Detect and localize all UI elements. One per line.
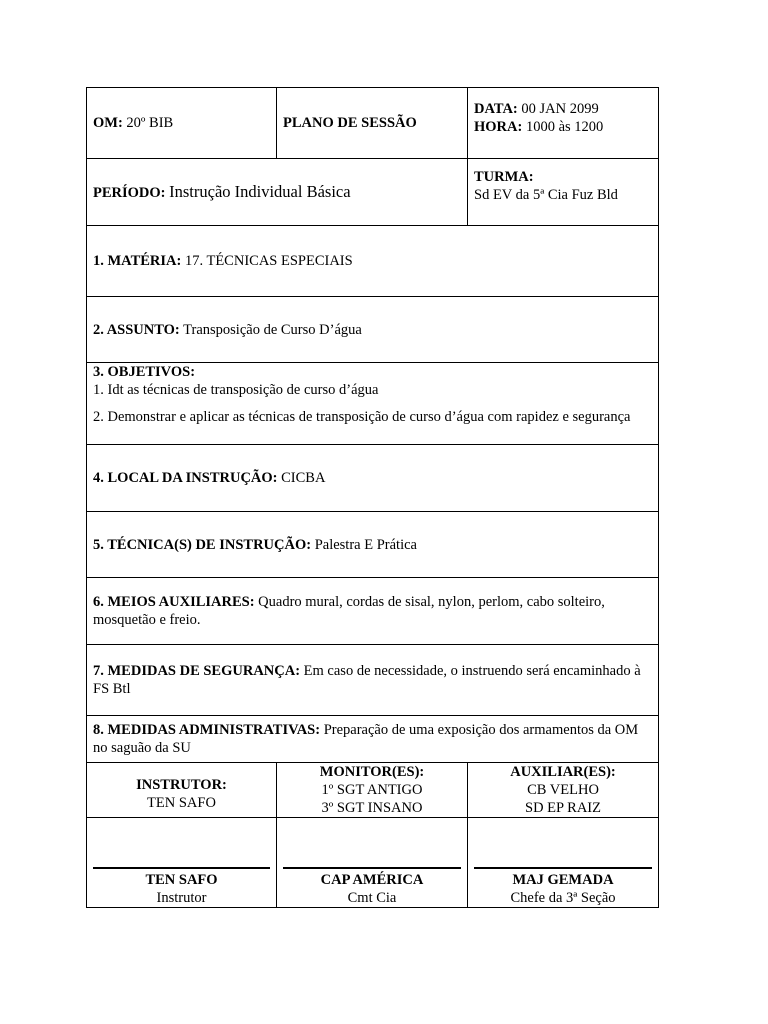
signature-line bbox=[283, 867, 461, 869]
header-row bbox=[87, 88, 659, 159]
periodo-cell bbox=[87, 159, 468, 226]
turma-cell bbox=[468, 159, 659, 226]
administrativas-label: 8. MEDIDAS ADMINISTRATIVAS: bbox=[93, 722, 321, 738]
signature-block-2 bbox=[277, 818, 468, 908]
materia-value: 17. TÉCNICAS ESPECIAIS bbox=[184, 253, 353, 269]
data-value: 00 JAN 2099 bbox=[521, 101, 599, 117]
monitor-cell bbox=[277, 763, 468, 818]
date-time-cell bbox=[468, 88, 659, 159]
auxiliar-value-1: CB VELHO bbox=[527, 782, 599, 798]
hora-label: HORA: bbox=[474, 119, 523, 135]
instrutor-label: INSTRUTOR: bbox=[136, 776, 227, 793]
objetivo-item-2: 2. Demonstrar e aplicar as técnicas de transposição de curso d’água com rapidez e segurança bbox=[93, 409, 631, 425]
seguranca-label: 7. MEDIDAS DE SEGURANÇA: bbox=[93, 663, 301, 679]
meios-label: 6. MEIOS AUXILIARES: bbox=[93, 594, 255, 610]
turma-label: TURMA: bbox=[474, 169, 534, 185]
signature-row bbox=[87, 818, 659, 908]
meios-cell bbox=[87, 578, 659, 645]
om-cell bbox=[87, 88, 277, 159]
staff-row bbox=[87, 763, 659, 818]
signature-block-3 bbox=[468, 818, 659, 908]
assunto-cell bbox=[87, 297, 659, 363]
local-cell bbox=[87, 445, 659, 512]
administrativas-cell bbox=[87, 716, 659, 763]
periodo-label: PERÍODO: bbox=[93, 184, 166, 201]
materia-row bbox=[87, 226, 659, 297]
seguranca-row bbox=[87, 645, 659, 716]
objetivo-item-1: 1. Idt as técnicas de transposição de curso d’água bbox=[93, 382, 379, 398]
objetivos-label: 3. OBJETIVOS: bbox=[93, 364, 196, 380]
turma-value: Sd EV da 5ª Cia Fuz Bld bbox=[474, 187, 618, 203]
instrutor-value: TEN SAFO bbox=[147, 794, 216, 811]
signature-line bbox=[474, 867, 652, 869]
session-plan-table bbox=[86, 87, 659, 908]
signature-name-2: CAP AMÉRICA bbox=[320, 872, 424, 888]
signature-role-2: Cmt Cia bbox=[347, 890, 397, 906]
assunto-value: Transposição de Curso D’água bbox=[183, 321, 362, 338]
periodo-value: Instrução Individual Básica bbox=[169, 181, 351, 201]
om-label: OM: bbox=[93, 115, 123, 131]
data-label: DATA: bbox=[474, 101, 518, 117]
tecnica-label: 5. TÉCNICA(S) DE INSTRUÇÃO: bbox=[93, 536, 312, 553]
om-value: 20º BIB bbox=[126, 115, 174, 131]
monitor-value-1: 1º SGT ANTIGO bbox=[321, 782, 423, 798]
materia-cell bbox=[87, 226, 659, 297]
local-row bbox=[87, 445, 659, 512]
assunto-row bbox=[87, 297, 659, 363]
local-value: CICBA bbox=[281, 470, 326, 486]
objetivos-row bbox=[87, 363, 659, 445]
auxiliar-value-2: SD EP RAIZ bbox=[525, 800, 601, 816]
tecnica-cell bbox=[87, 512, 659, 578]
administrativas-row bbox=[87, 716, 659, 763]
local-label: 4. LOCAL DA INSTRUÇÃO: bbox=[93, 470, 278, 486]
meios-row bbox=[87, 578, 659, 645]
seguranca-value: Em caso de necessidade, o instruendo será encaminhado à FS Btl bbox=[93, 663, 641, 697]
signature-name-3: MAJ GEMADA bbox=[512, 872, 614, 888]
monitor-value-2: 3º SGT INSANO bbox=[321, 800, 423, 816]
signature-line bbox=[93, 867, 270, 869]
title-cell bbox=[277, 88, 468, 159]
seguranca-cell bbox=[87, 645, 659, 716]
tecnica-value: Palestra E Prática bbox=[314, 536, 417, 553]
hora-value: 1000 às 1200 bbox=[525, 119, 604, 135]
signature-name-1: TEN SAFO bbox=[145, 872, 218, 888]
monitor-label: MONITOR(ES): bbox=[319, 764, 425, 780]
tecnica-row bbox=[87, 512, 659, 578]
administrativas-value: Preparação de uma exposição dos armamentos da OM no saguão da SU bbox=[93, 722, 639, 756]
materia-label: 1. MATÉRIA: bbox=[93, 253, 182, 269]
instrutor-cell bbox=[87, 763, 277, 818]
signature-role-3: Chefe da 3ª Seção bbox=[510, 890, 616, 906]
signature-block-1 bbox=[87, 818, 277, 908]
meios-value: Quadro mural, cordas de sisal, nylon, perlom, cabo solteiro, mosquetão e freio. bbox=[93, 594, 605, 628]
signature-role-1: Instrutor bbox=[156, 890, 207, 906]
periodo-row bbox=[87, 159, 659, 226]
document-title: PLANO DE SESSÃO bbox=[283, 115, 417, 131]
assunto-label: 2. ASSUNTO: bbox=[93, 321, 180, 338]
auxiliar-label: AUXILIAR(ES): bbox=[510, 764, 616, 780]
objetivos-cell bbox=[87, 363, 659, 445]
auxiliar-cell bbox=[468, 763, 659, 818]
